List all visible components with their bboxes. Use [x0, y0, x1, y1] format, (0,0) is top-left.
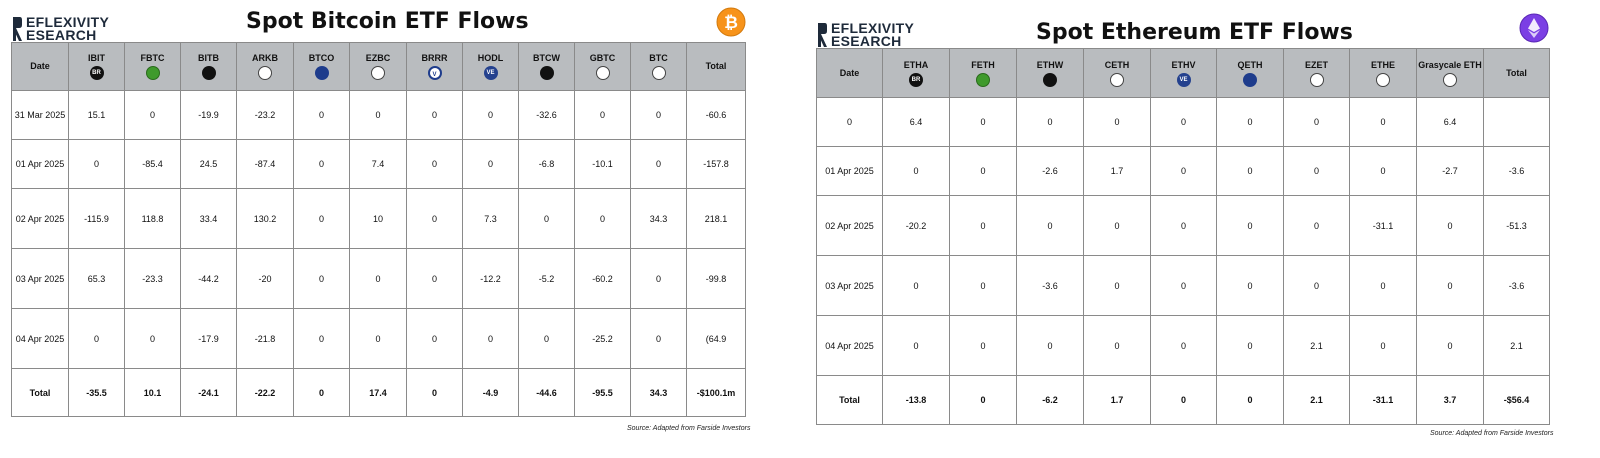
- flow-cell: 0: [1350, 316, 1417, 376]
- flow-cell: 0: [1417, 196, 1484, 256]
- flow-cell: 6.4: [883, 98, 950, 147]
- total-row: [817, 376, 1550, 425]
- flow-cell: -3.6: [1017, 256, 1084, 316]
- flow-cell: 0: [463, 140, 519, 189]
- logo-text-line2: ESEARCH: [26, 27, 97, 43]
- flow-cell: 0: [69, 140, 125, 189]
- flow-cell: -12.2: [463, 249, 519, 309]
- flow-cell: 0: [950, 256, 1017, 316]
- column-header-label: ARKB: [252, 53, 278, 63]
- flow-cell: 7.4: [350, 140, 407, 189]
- total-cell: 3.7: [1417, 376, 1484, 425]
- column-header: [1484, 49, 1550, 98]
- wisdomtree-icon: [540, 66, 554, 80]
- date-cell: 03 Apr 2025: [817, 256, 883, 316]
- column-header-label: ETHV: [1171, 59, 1196, 70]
- table-row: [12, 140, 746, 189]
- flow-cell: 0: [883, 147, 950, 196]
- flow-cell: 0: [350, 309, 407, 369]
- column-header-label: Date: [839, 67, 860, 78]
- flow-cell: -85.4: [125, 140, 181, 189]
- total-cell: 0: [1151, 376, 1217, 425]
- flow-cell: -2.7: [1417, 147, 1484, 196]
- column-header-label: ETHW: [1036, 59, 1064, 70]
- flow-cell: 0: [950, 98, 1017, 147]
- flow-cell: 0: [519, 189, 575, 249]
- column-header: [1017, 49, 1084, 98]
- total-cell: -95.5: [575, 369, 631, 417]
- column-header: [950, 49, 1017, 98]
- date-cell: 02 Apr 2025: [817, 196, 883, 256]
- flow-cell: 0: [407, 91, 463, 140]
- eth-source-note: Source: Adapted from Farside Investors: [1430, 430, 1554, 437]
- flow-cell: 1.7: [1084, 147, 1151, 196]
- blackrock-icon: BR: [909, 73, 923, 87]
- flow-cell: 0: [1217, 196, 1284, 256]
- column-header: [883, 49, 950, 98]
- total-cell: 10.1: [125, 369, 181, 417]
- table-row: [12, 91, 746, 140]
- flow-cell: -60.2: [575, 249, 631, 309]
- column-header-label: IBIT: [88, 53, 105, 63]
- flow-cell: 0: [575, 91, 631, 140]
- bitwise-icon: [1043, 73, 1057, 87]
- logo-text-line2: ESEARCH: [831, 33, 902, 49]
- date-cell: 01 Apr 2025: [817, 147, 883, 196]
- flow-cell: 0: [407, 140, 463, 189]
- flow-cell: 0: [1151, 256, 1217, 316]
- flow-cell: -10.1: [575, 140, 631, 189]
- total-cell: -24.1: [181, 369, 237, 417]
- column-header-label: CETH: [1104, 59, 1130, 70]
- flow-cell: 0: [125, 91, 181, 140]
- column-header: [294, 43, 350, 91]
- flow-cell: 7.3: [463, 189, 519, 249]
- flow-cell: 0: [883, 316, 950, 376]
- invesco-icon: [315, 66, 329, 80]
- flow-cell: 0: [1350, 98, 1417, 147]
- total-cell: -13.8: [883, 376, 950, 425]
- flow-cell: 0: [294, 91, 350, 140]
- flow-cell: -2.6: [1017, 147, 1084, 196]
- total-cell: 0: [1217, 376, 1284, 425]
- table-row: [817, 316, 1550, 376]
- flow-cell: -21.8: [237, 309, 294, 369]
- flow-cell: 0: [1084, 98, 1151, 147]
- column-header-label: HODL: [477, 53, 504, 63]
- btc-header-row: [12, 43, 746, 91]
- flow-cell: 0: [1017, 196, 1084, 256]
- valkyrie-icon: V: [428, 66, 442, 80]
- date-cell: 02 Apr 2025: [12, 189, 69, 249]
- flow-cell: 0: [631, 140, 687, 189]
- total-cell: 0: [407, 369, 463, 417]
- total-cell: 0: [294, 369, 350, 417]
- flow-cell: 0: [350, 91, 407, 140]
- bitwise-icon: [202, 66, 216, 80]
- invesco-icon: [1243, 73, 1257, 87]
- total-cell: 17.4: [350, 369, 407, 417]
- ethereum-icon: [1519, 13, 1549, 43]
- table-row: [12, 189, 746, 249]
- btc-table-title: Spot Bitcoin ETF Flows: [246, 9, 529, 34]
- flow-cell: 0: [407, 249, 463, 309]
- vaneck-icon: VE: [484, 66, 498, 80]
- flow-cell: -25.2: [575, 309, 631, 369]
- table-row: [817, 256, 1550, 316]
- flow-cell: 0: [463, 309, 519, 369]
- column-header: [1417, 49, 1484, 98]
- column-header: [1217, 49, 1284, 98]
- flow-cell: 0: [1350, 256, 1417, 316]
- column-header-label: FBTC: [140, 53, 165, 63]
- btc-source-note: Source: Adapted from Farside Investors: [627, 425, 751, 432]
- table-row: [12, 309, 746, 369]
- total-cell: -6.2: [1017, 376, 1084, 425]
- flow-cell: 0: [631, 249, 687, 309]
- total-cell: -31.1: [1350, 376, 1417, 425]
- flow-cell: 0: [1284, 147, 1350, 196]
- flow-cell: 0: [631, 309, 687, 369]
- flow-cell: -23.3: [125, 249, 181, 309]
- column-header: [237, 43, 294, 91]
- flow-cell: 0: [294, 140, 350, 189]
- date-cell: 0: [817, 98, 883, 147]
- total-cell: 1.7: [1084, 376, 1151, 425]
- flow-cell: 0: [1084, 316, 1151, 376]
- flow-cell: 218.1: [687, 189, 746, 249]
- flow-cell: 0: [350, 249, 407, 309]
- logo-text-line1: EFLEXIVITY: [26, 14, 110, 30]
- grayscale-icon: [1376, 73, 1390, 87]
- total-cell: 34.3: [631, 369, 687, 417]
- column-header: [125, 43, 181, 91]
- flow-cell: 0: [1151, 98, 1217, 147]
- column-header: [1350, 49, 1417, 98]
- bitcoin-panel: [0, 0, 770, 458]
- column-header: [407, 43, 463, 91]
- svg-text:₿: ₿: [724, 13, 738, 32]
- 21shares-icon: [1110, 73, 1124, 87]
- flow-cell: 0: [1284, 98, 1350, 147]
- column-header: [575, 43, 631, 91]
- total-cell: -$100.1m: [687, 369, 746, 417]
- bitcoin-icon: [716, 7, 746, 37]
- flow-cell: [1484, 98, 1550, 147]
- total-cell: 2.1: [1284, 376, 1350, 425]
- flow-cell: -44.2: [181, 249, 237, 309]
- column-header-label: Date: [30, 61, 50, 71]
- flow-cell: 0: [69, 309, 125, 369]
- total-cell: -44.6: [519, 369, 575, 417]
- flow-cell: 0: [1151, 316, 1217, 376]
- column-header: [69, 43, 125, 91]
- flow-cell: -51.3: [1484, 196, 1550, 256]
- column-header-label: BTCO: [308, 53, 335, 63]
- flow-cell: 0: [950, 196, 1017, 256]
- flow-cell: 118.8: [125, 189, 181, 249]
- grayscale-icon: [1443, 73, 1457, 87]
- total-cell: -$56.4: [1484, 376, 1550, 425]
- date-cell: 31 Mar 2025: [12, 91, 69, 140]
- flow-cell: 2.1: [1284, 316, 1350, 376]
- total-cell: -4.9: [463, 369, 519, 417]
- flow-cell: 0: [1151, 196, 1217, 256]
- total-cell: -22.2: [237, 369, 294, 417]
- date-cell: 04 Apr 2025: [817, 316, 883, 376]
- column-header: [631, 43, 687, 91]
- flow-cell: 6.4: [1417, 98, 1484, 147]
- flow-cell: 0: [1350, 147, 1417, 196]
- flow-cell: 0: [294, 249, 350, 309]
- flow-cell: -32.6: [519, 91, 575, 140]
- total-cell: -35.5: [69, 369, 125, 417]
- flow-cell: 0: [1217, 147, 1284, 196]
- column-header-label: Total: [705, 61, 727, 71]
- flow-cell: -31.1: [1350, 196, 1417, 256]
- table-row: [817, 98, 1550, 147]
- franklin-icon: [1310, 73, 1324, 87]
- total-label: Total: [817, 376, 883, 425]
- vaneck-icon: VE: [1177, 73, 1191, 87]
- date-cell: 03 Apr 2025: [12, 249, 69, 309]
- table-row: [817, 147, 1550, 196]
- eth-table-title: Spot Ethereum ETF Flows: [1036, 20, 1353, 45]
- column-header: [519, 43, 575, 91]
- flow-cell: 0: [294, 189, 350, 249]
- column-header: [687, 43, 746, 91]
- flow-cell: 0: [519, 309, 575, 369]
- flow-cell: -99.8: [687, 249, 746, 309]
- fidelity-icon: [146, 66, 160, 80]
- flow-cell: 0: [1417, 256, 1484, 316]
- column-header-label: Total: [1506, 67, 1527, 78]
- flow-cell: 0: [575, 189, 631, 249]
- flow-cell: 0: [1284, 196, 1350, 256]
- flow-cell: 0: [1151, 147, 1217, 196]
- table-row: [817, 196, 1550, 256]
- flow-cell: -3.6: [1484, 147, 1550, 196]
- flow-cell: 0: [950, 316, 1017, 376]
- flow-cell: -6.8: [519, 140, 575, 189]
- flow-cell: 0: [407, 309, 463, 369]
- column-header-label: BTC: [649, 53, 668, 63]
- flow-cell: 0: [1217, 98, 1284, 147]
- flow-cell: 0: [1217, 316, 1284, 376]
- flow-cell: -60.6: [687, 91, 746, 140]
- column-header-label: BTCW: [533, 53, 560, 63]
- column-header-label: EZET: [1304, 59, 1328, 70]
- column-header-label: ETHA: [903, 59, 929, 70]
- ethereum-panel: [825, 0, 1600, 458]
- total-row: [12, 369, 746, 417]
- column-header-label: FETH: [971, 59, 995, 70]
- flow-cell: -115.9: [69, 189, 125, 249]
- column-header-label: BITB: [198, 53, 219, 63]
- flow-cell: 0: [1017, 98, 1084, 147]
- ethereum-flows-table: [816, 48, 1550, 425]
- eth-header-row: [817, 49, 1550, 98]
- column-header-label: Grasycale ETH: [1418, 59, 1482, 70]
- flow-cell: 24.5: [181, 140, 237, 189]
- date-cell: 01 Apr 2025: [12, 140, 69, 189]
- column-header-label: BRRR: [421, 53, 448, 63]
- column-header: [1151, 49, 1217, 98]
- flow-cell: 34.3: [631, 189, 687, 249]
- flow-cell: 15.1: [69, 91, 125, 140]
- flow-cell: 10: [350, 189, 407, 249]
- reflexivity-r-mark-icon: [12, 16, 23, 42]
- grayscale-icon: [596, 66, 610, 80]
- ark-icon: [258, 66, 272, 80]
- column-header: [1084, 49, 1151, 98]
- flow-cell: -20: [237, 249, 294, 309]
- flow-cell: 0: [950, 147, 1017, 196]
- flow-cell: 0: [407, 189, 463, 249]
- flow-cell: -87.4: [237, 140, 294, 189]
- flow-cell: -5.2: [519, 249, 575, 309]
- total-cell: 0: [950, 376, 1017, 425]
- flow-cell: -19.9: [181, 91, 237, 140]
- column-header-label: QETH: [1237, 59, 1263, 70]
- flow-cell: -17.9: [181, 309, 237, 369]
- flow-cell: -20.2: [883, 196, 950, 256]
- flow-cell: 0: [1084, 196, 1151, 256]
- franklin-icon: [371, 66, 385, 80]
- flow-cell: 0: [1284, 256, 1350, 316]
- flow-cell: 0: [463, 91, 519, 140]
- flow-cell: 0: [1084, 256, 1151, 316]
- reflexivity-r-mark-icon: [817, 22, 828, 48]
- column-header-label: GBTC: [589, 53, 616, 63]
- grayscale-icon: [652, 66, 666, 80]
- column-header-label: ETHE: [1370, 59, 1395, 70]
- flow-cell: 130.2: [237, 189, 294, 249]
- fidelity-icon: [976, 73, 990, 87]
- flow-cell: 0: [631, 91, 687, 140]
- column-header: [817, 49, 883, 98]
- flow-cell: -3.6: [1484, 256, 1550, 316]
- flow-cell: 0: [125, 309, 181, 369]
- column-header-label: EZBC: [365, 53, 391, 63]
- column-header: [12, 43, 69, 91]
- column-header: [1284, 49, 1350, 98]
- logo-text-line1: EFLEXIVITY: [831, 20, 915, 36]
- column-header: [350, 43, 407, 91]
- flow-cell: 33.4: [181, 189, 237, 249]
- total-label: Total: [12, 369, 69, 417]
- flow-cell: (64.9: [687, 309, 746, 369]
- bitcoin-flows-table: [11, 42, 746, 417]
- flow-cell: -157.8: [687, 140, 746, 189]
- table-row: [12, 249, 746, 309]
- blackrock-icon: BR: [90, 66, 104, 80]
- flow-cell: 0: [1217, 256, 1284, 316]
- flow-cell: 0: [1417, 316, 1484, 376]
- date-cell: 04 Apr 2025: [12, 309, 69, 369]
- flow-cell: 2.1: [1484, 316, 1550, 376]
- column-header: [181, 43, 237, 91]
- flow-cell: 0: [883, 256, 950, 316]
- flow-cell: 0: [1017, 316, 1084, 376]
- flow-cell: 65.3: [69, 249, 125, 309]
- column-header: [463, 43, 519, 91]
- flow-cell: 0: [294, 309, 350, 369]
- flow-cell: -23.2: [237, 91, 294, 140]
